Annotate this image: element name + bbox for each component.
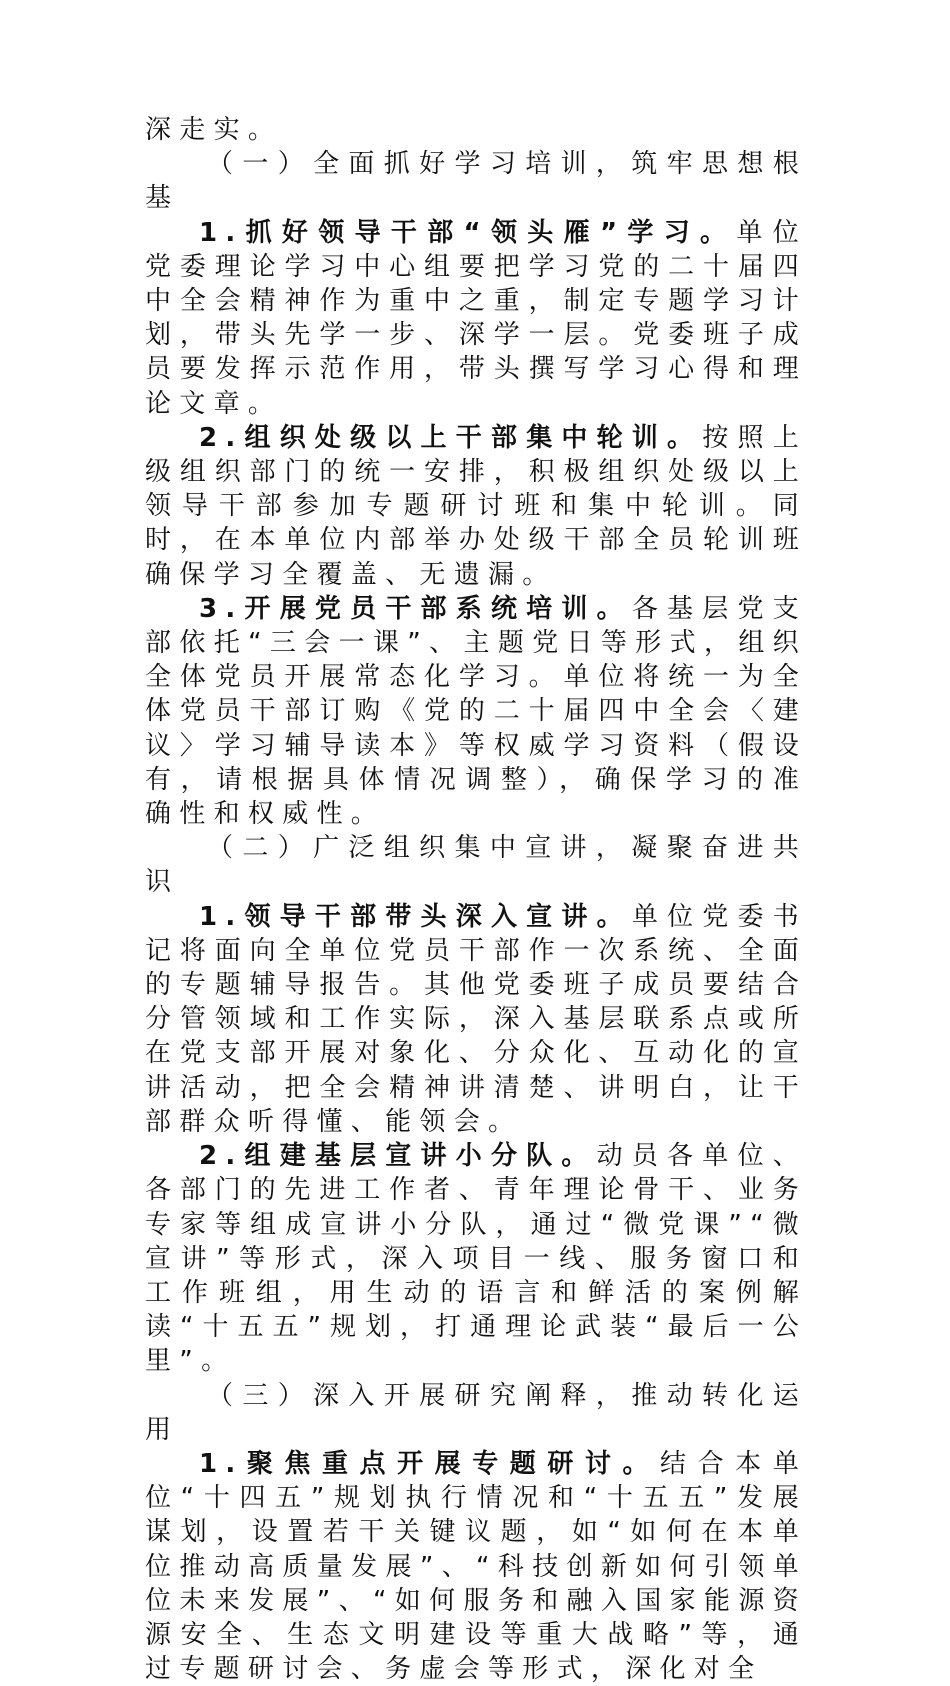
item-body-text: 结合本单位“十四五”规划执行情况和“十五五”发展谋划，设置若干关键议题，如“如何在本单位推动高质量发展”、“科技创新如何引领单位未来发展”、“如何服务和融入国家能源资源安全、生态文明建设等重大战略”等，通过专题研讨会、务虚会等形式，深化对全	[145, 1448, 808, 1685]
section-heading-text: （三）深入开展研究阐释，推动转化运用	[145, 1380, 807, 1445]
section-heading-3	[145, 1379, 807, 1447]
item-paragraph	[145, 216, 807, 421]
item-lead-title: 2.组建基层宣讲小分队。	[199, 1141, 597, 1172]
item-lead-title: 1.抓好领导干部“领头雁”学习。	[199, 217, 737, 248]
item-body-text: 动员各单位、各部门的先进工作者、青年理论骨干、业务专家等组成宣讲小分队，通过“微党课”“微宣讲”等形式，深入项目一线、服务窗口和工作班组，用生动的语言和鲜活的案例解读“十五五”规划，打通理论武装“最后一公里”。	[145, 1141, 807, 1377]
item-lead-title: 2.组织处级以上干部集中轮训。	[199, 422, 703, 453]
section-heading-1	[145, 147, 807, 215]
item-paragraph	[145, 1447, 807, 1686]
item-body-text: 按照上级组织部门的统一安排，积极组织处级以上领导干部参加专题研讨班和集中轮训。同时，在本单位内部举办处级干部全员轮训班确保学习全覆盖、无遗漏。	[145, 422, 807, 590]
section-heading-text: （一）全面抓好学习培训，筑牢思想根基	[145, 149, 807, 214]
paragraph-text: 深走实。	[145, 115, 283, 145]
paragraph-continuation	[145, 113, 807, 147]
item-paragraph	[145, 1139, 807, 1378]
item-lead-title: 3.开展党员干部系统培训。	[199, 593, 632, 624]
item-paragraph	[145, 421, 807, 592]
item-paragraph	[145, 592, 807, 831]
document-page	[145, 113, 807, 1686]
item-body-text: 各基层党支部依托“三会一课”、主题党日等形式，组织全体党员开展常态化学习。单位将统一为全体党员干部订购《党的二十届四中全会〈建议〉学习辅导读本》等权威学习资料（假设有，请根据具体情况调整），确保学习的准确性和权威性。	[145, 593, 807, 830]
item-lead-title: 1.领导干部带头深入宣讲。	[199, 901, 632, 932]
section-heading-text: （二）广泛组织集中宣讲，凝聚奋进共识	[145, 833, 807, 898]
item-lead-title: 1.聚焦重点开展专题研讨。	[199, 1448, 661, 1479]
item-body-text: 单位党委书记将面向全单位党员干部作一次系统、全面的专题辅导报告。其他党委班子成员要结合分管领域和工作实际，深入基层联系点或所在党支部开展对象化、分众化、互动化的宣讲活动，把全会精神讲清楚、讲明白，让干部群众听得懂、能领会。	[145, 901, 807, 1137]
section-heading-2	[145, 831, 807, 899]
item-paragraph	[145, 900, 807, 1139]
item-body-text: 单位党委理论学习中心组要把学习党的二十届四中全会精神作为重中之重，制定专题学习计划，带头先学一步、深学一层。党委班子成员要发挥示范作用，带头撰写学习心得和理论文章。	[145, 217, 807, 419]
